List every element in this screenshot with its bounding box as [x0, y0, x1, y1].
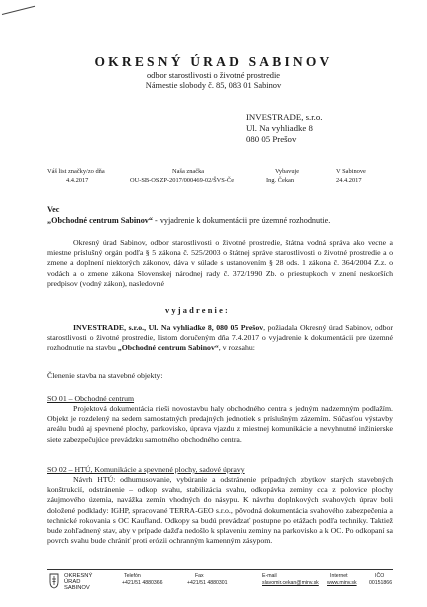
- subject-label: Vec: [47, 205, 60, 214]
- footer-rule: [47, 569, 393, 570]
- ref-label-our-ref: Naša značka: [172, 168, 205, 175]
- section-so01-title: SO 01 – Obchodné centrum: [47, 394, 135, 403]
- office-department: odbor starostlivosti o životné prostredie: [146, 71, 281, 80]
- subject-title: „Obchodné centrum Sabinov“: [47, 216, 153, 225]
- request-paragraph: [47, 323, 393, 354]
- footer-org-name: OKRESNÝ ÚRAD SABINOV: [64, 573, 93, 592]
- ref-label-handled-by: Vybavuje: [275, 168, 300, 175]
- ref-label-place: V Sabinove: [336, 168, 366, 175]
- subject-rest: - vyjadrenie k dokumentácii pre územné rozhodnutie.: [153, 216, 331, 225]
- ref-value-our-ref: OU-SB-OSZP-2017/000469-02/ŠVS-Če: [130, 177, 235, 184]
- coat-of-arms-icon: [49, 573, 59, 589]
- footer-internet-link[interactable]: www.minv.sk: [327, 580, 357, 586]
- request-text-2: , v rozsahu:: [218, 343, 255, 353]
- footer-ico-value: 00151866: [369, 580, 393, 586]
- ref-value-date: 24.4.2017: [336, 177, 362, 184]
- footer-email-link[interactable]: slavomir.cekan@minv.sk: [262, 580, 319, 586]
- division-heading: Členenie stavba na stavebné objekty:: [47, 371, 163, 380]
- footer-internet-label: Internet: [330, 573, 348, 579]
- ref-value-handled-by: Ing. Čekan: [266, 177, 295, 184]
- request-applicant: INVESTRADE, s.r.o., Ul. Na vyhliadke 8, 080 05 Prešov: [73, 323, 264, 332]
- section-so02-title: SO 02 – HTÚ, Komunikácie a spevnené plochy, sadové úpravy: [47, 465, 245, 474]
- office-address: Námestie slobody č. 85, 083 01 Sabinov: [145, 81, 282, 90]
- footer-ico-label: IČO: [375, 573, 385, 579]
- pen-stroke-mark: [2, 6, 35, 15]
- footer-email-label: E-mail: [262, 573, 277, 579]
- declaration-heading: vyjadrenie:: [165, 306, 230, 315]
- section-so02-text: Návrh HTÚ: odhumusovanie, vybúranie a odstránenie prípadných zbytkov starých stavebných konštrukcií, odstránenie – odkop svahu, stabilizácia svahu, odkopávka zeminy cca z polovice plochy záujmového územia, navážka zemín vhodných do násypu. K návrhu doplnkových svahových úprav boli doložené podklady: IGHP, spracované TERRA-GEO s.r.o., pôvodná dokumentácia svahového zabezpečenia a technické rokovania s OC Kaufland. Odkopy sa budú prevádzať postupne po etážach podľa techniky. Taktiež bude zohľadnený stav, aby v prípade dažďa nedošlo k splaveniu zeminy na parkovisko a k OC. Po odkopaní sa povrch svahu bude chrániť proti erózii ochranným kamenným zásypom.: [47, 475, 393, 546]
- footer-fax-label: Fax: [195, 573, 204, 579]
- ref-value-date-in: 4.4.2017: [66, 177, 89, 184]
- recipient-street: Ul. Na vyhliadke 8: [246, 123, 313, 133]
- recipient-city: 080 05 Prešov: [246, 134, 297, 144]
- request-text-1: , požiadala Okresný úrad Sabinov, odbor starostlivosti o životné prostredie, listom doručeným dňa 7.4.2017 o vyjadrenie k dokumentácii pre územné rozhodnutie na stavbu: [47, 323, 393, 353]
- footer-fax-value: +421/51 4880301: [187, 580, 228, 586]
- footer-phone-label: Telefón: [124, 573, 141, 579]
- office-title: OKRESNÝ ÚRAD SABINOV: [94, 54, 333, 69]
- section-so01-text: Projektová dokumentácia rieši novostavbu haly obchodného centra s jedným nadzemným podlažím. Objekt je rozdelený na sedem samostatných predajných jednotiek s príslušným zázemím. Súčasťou výstavby areálu budú aj spevnené plochy, parkovisko, úprava vjazdu z miestnej komunikácie a nevyhnutné inžinierske siete zabezpečujúce prevádzku samotného obchodného centra.: [47, 404, 393, 444]
- subject-line: [47, 216, 330, 225]
- recipient-name: INVESTRADE, s.r.o.: [246, 112, 323, 122]
- intro-paragraph: Okresný úrad Sabinov, odbor starostlivosti o životné prostredie, štátna vodná správa ako vecne a miestne príslušný orgán podľa § 5 zákona č. 525/2003 o štátnej správe starostlivosti o životné prostredie a o zmene a doplnení niektorých zákonov, dáva v súlade s ustanovením § 28 ods. 1 zákona č. 364/2004 Z.z. o vodách a o zmene zákona Slovenskej národnej rady č. 372/1990 Zb. o priestupkoch v znení neskorších predpisov (vodný zákon), nasledovné: [47, 238, 393, 288]
- footer-phone-value: +421/51 4880366: [122, 580, 163, 586]
- request-project: „Obchodné centrum Sabinov“: [117, 343, 219, 353]
- ref-label-your-letter: Váš list značky/zo dňa: [47, 168, 105, 175]
